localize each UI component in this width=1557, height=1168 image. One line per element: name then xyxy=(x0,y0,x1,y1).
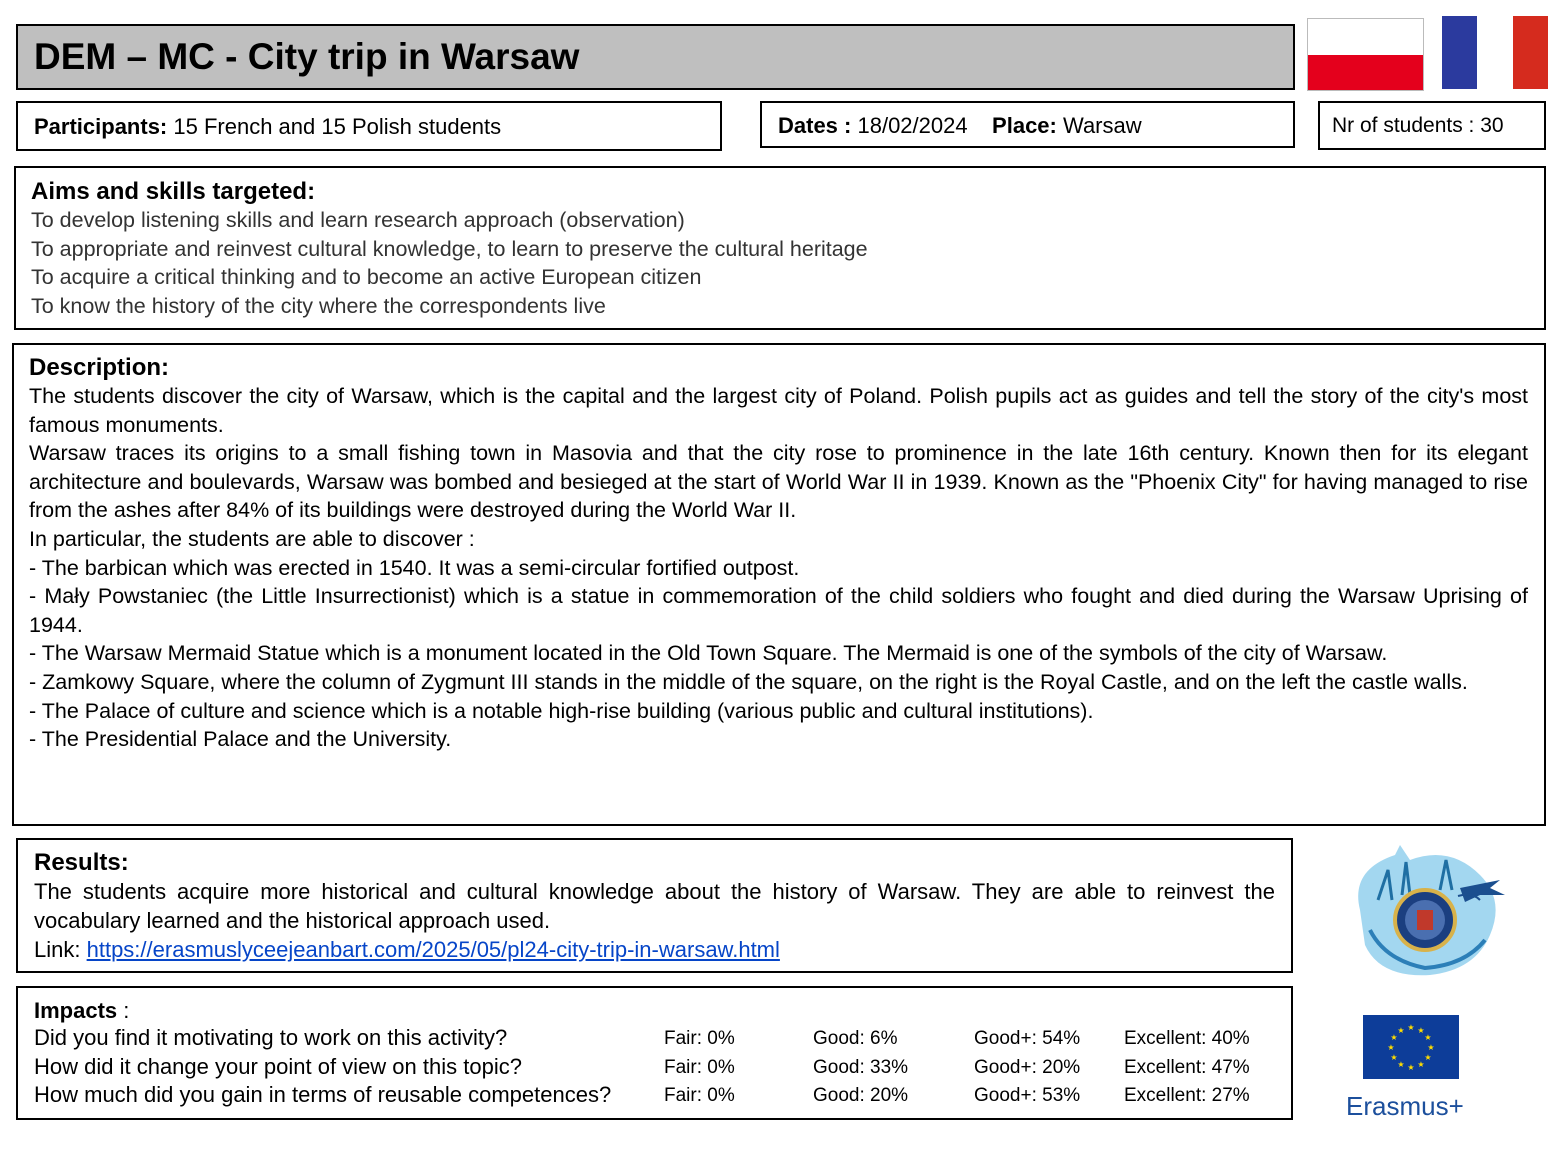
results-text: The students acquire more historical and cultural knowledge about the history of Warsaw. They are able to reinvest the vocabulary learned and the historical approach used. xyxy=(34,879,1275,933)
impact-question: How much did you gain in terms of reusable competences? xyxy=(34,1082,612,1107)
dates-value: 18/02/2024 xyxy=(857,113,968,138)
description-paragraph: In particular, the students are able to discover : xyxy=(29,526,475,551)
description-paragraph: - Mały Powstaniec (the Little Insurrectionist) which is a statue in commemoration of the child soldiers who fought and died during the Warsaw Uprising of 1944. xyxy=(29,584,1528,637)
svg-text:★: ★ xyxy=(1424,1033,1432,1042)
aim-item: To know the history of the city where the correspondents live xyxy=(31,293,606,318)
impacts-section: Impacts : Did you find it motivating to work on this activity? Fair: 0% Good: 6% Good+: 54% Excellent: 40% How did it change your point of view on this topic? Fair: 0% Good: 33% Good+: 20% Excellent: 47% How much did you gain in terms of reusable competences? Fair: 0% Good: 20% Good+: 53% Excellent: 27% xyxy=(16,986,1293,1120)
erasmus-logo-label: Erasmus+ xyxy=(1346,1091,1464,1121)
svg-text:★: ★ xyxy=(1427,1043,1435,1052)
impact-good: Good: 6% xyxy=(813,1028,898,1049)
svg-text:★: ★ xyxy=(1397,1060,1405,1069)
eu-flag-icon xyxy=(1363,1015,1459,1079)
aims-section xyxy=(14,166,1546,330)
description-paragraph: - The Presidential Palace and the University. xyxy=(29,727,452,752)
impact-good-plus: Good+: 54% xyxy=(974,1028,1081,1049)
description-paragraph: - The barbican which was erected in 1540. It was a semi-circular fortified outpost. xyxy=(29,555,800,580)
impact-excellent: Excellent: 47% xyxy=(1124,1056,1250,1078)
impact-good-plus: Good+: 20% xyxy=(974,1056,1081,1078)
place-label: Place: xyxy=(992,113,1057,138)
place-value: Warsaw xyxy=(1063,113,1142,138)
impact-good: Good: 33% xyxy=(813,1056,909,1078)
description-paragraph: - The Palace of culture and science which is a notable high-rise building (various public and cultural institutions). xyxy=(29,698,1094,723)
results-link[interactable]: https://erasmuslyceejeanbart.com/2025/05/pl24-city-trip-in-warsaw.html xyxy=(86,937,780,962)
aim-item: To acquire a critical thinking and to become an active European citizen xyxy=(31,265,702,290)
svg-text:★: ★ xyxy=(1407,1023,1415,1032)
dates-place-box xyxy=(760,101,1295,148)
impact-question: Did you find it motivating to work on this activity? xyxy=(34,1025,508,1050)
aim-item: To appropriate and reinvest cultural knowledge, to learn to preserve the cultural heritage xyxy=(31,236,868,261)
impact-good-plus: Good+: 53% xyxy=(974,1085,1081,1106)
poland-flag-icon xyxy=(1307,18,1424,91)
aim-item: To develop listening skills and learn research approach (observation) xyxy=(31,208,685,232)
impact-good: Good: 20% xyxy=(813,1085,909,1106)
description-heading: Description: xyxy=(29,354,170,381)
results-section xyxy=(16,838,1293,973)
description-paragraph: - Zamkowy Square, where the column of Zygmunt III stands in the middle of the square, on the right is the Royal Castle, and on the left the castle walls. xyxy=(29,669,1468,694)
impact-excellent: Excellent: 40% xyxy=(1124,1028,1250,1049)
impact-row xyxy=(34,1054,1275,1083)
svg-text:★: ★ xyxy=(1390,1053,1398,1062)
impact-row xyxy=(34,1025,1275,1054)
link-label: Link: xyxy=(34,937,81,962)
results-heading: Results: xyxy=(34,849,129,876)
svg-text:★: ★ xyxy=(1390,1033,1398,1042)
impact-fair: Fair: 0% xyxy=(664,1085,735,1106)
impacts-heading: Impacts xyxy=(34,998,118,1023)
svg-text:★: ★ xyxy=(1397,1026,1405,1035)
participants-box xyxy=(16,101,722,151)
france-flag-icon xyxy=(1442,16,1548,89)
page-title: DEM – MC - City trip in Warsaw xyxy=(34,36,580,77)
svg-text:★: ★ xyxy=(1417,1026,1425,1035)
svg-text:★: ★ xyxy=(1417,1060,1425,1069)
impact-row xyxy=(34,1082,1275,1111)
impact-fair: Fair: 0% xyxy=(664,1056,735,1078)
students-count: Nr of students : 30 xyxy=(1332,114,1504,137)
description-paragraph: The students discover the city of Warsaw, which is the capital and the largest city of Poland. Polish pupils act as guides and tell the story of the city's most famous monuments. xyxy=(29,384,1528,437)
title-bar xyxy=(16,24,1295,90)
participants-label: Participants: xyxy=(34,114,168,139)
svg-text:★: ★ xyxy=(1387,1043,1395,1052)
impact-excellent: Excellent: 27% xyxy=(1124,1085,1250,1106)
school-logo-icon xyxy=(1340,840,1510,980)
participants-value: 15 French and 15 Polish students xyxy=(173,114,502,139)
description-section xyxy=(12,343,1546,826)
svg-text:★: ★ xyxy=(1407,1063,1415,1072)
description-paragraph: - The Warsaw Mermaid Statue which is a monument located in the Old Town Square. The Mermaid is one of the symbols of the city of Warsaw. xyxy=(29,641,1388,666)
dates-label: Dates : xyxy=(778,113,852,138)
impact-fair: Fair: 0% xyxy=(664,1028,735,1049)
aims-heading: Aims and skills targeted: xyxy=(31,178,316,205)
svg-text:★: ★ xyxy=(1424,1053,1432,1062)
description-paragraph: Warsaw traces its origins to a small fishing town in Masovia and that the city rose to prominence in the late 16th century. Known then for its elegant architecture and boulevards, Warsaw was bombed and besieged at the start of World War II in 1939. Known as the "Phoenix City" for having managed to rise from the ashes after 84% of its buildings were destroyed during the World War II. xyxy=(29,441,1528,523)
impact-question: How did it change your point of view on this topic? xyxy=(34,1053,522,1079)
students-count-box xyxy=(1318,101,1546,150)
